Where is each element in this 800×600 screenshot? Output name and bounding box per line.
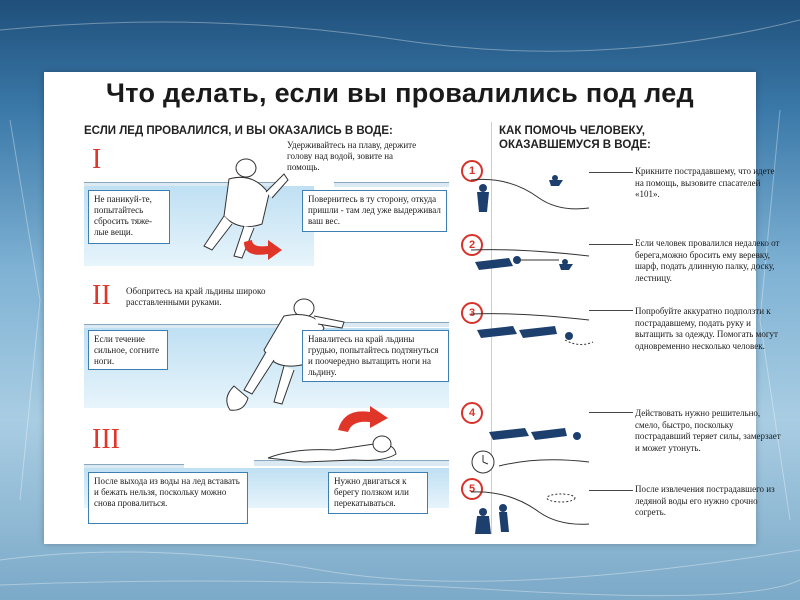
step-4-illustration	[469, 418, 594, 476]
step-connector	[589, 310, 633, 311]
step-number-4: 4	[461, 402, 483, 424]
step-number-2: 2	[461, 234, 483, 256]
step-connector	[589, 412, 633, 413]
step-connector	[589, 244, 633, 245]
step-1-illustration	[469, 168, 594, 218]
right-column-header: КАК ПОМОЧЬ ЧЕЛОВЕКУ, ОКАЗАВШЕМУСЯ В ВОДЕ:	[499, 125, 651, 151]
section-3-note-left: После выхода из воды на лед вставать и бежать нельзя, поскольку можно снова провалиться.	[88, 472, 248, 524]
poster-title: Что делать, если вы провалились под лед	[106, 78, 694, 108]
step-number-3: 3	[461, 302, 483, 324]
section-1-note-left: Не паникуй-те, попытайтесь сбросить тяже-лые вещи.	[88, 190, 170, 244]
turn-arrow-icon	[240, 234, 286, 264]
step-5-illustration	[469, 484, 594, 536]
step-connector	[589, 490, 633, 491]
step-2-illustration	[469, 244, 594, 294]
step-text-4: Действовать нужно решительно, смело, быстро, поскольку пострадавший теряет силы, замерзает и может утонуть.	[635, 408, 781, 453]
section-1-note-right: Повернитесь в ту сторону, откуда пришли - там лед уже выдерживал ваш вес.	[302, 190, 447, 232]
ice-edge	[334, 182, 449, 187]
section-2-note-right: Навалитесь на край льдины грудью, попытайтесь подтянуться и поочередно вытащить ноги на льдину.	[302, 330, 449, 382]
step-3-illustration	[469, 308, 594, 358]
step-text-2: Если человек провалился недалеко от берега,можно бросить ему веревку, шарф, подать длинную палку, доску, лестницу.	[635, 238, 780, 283]
step-connector	[589, 172, 633, 173]
step-number-1: 1	[461, 160, 483, 182]
step-text-3: Попробуйте аккуратно подползти к пострадавшему, подать руку и вытащить за одежду. Помогать могут одновременно несколько человек.	[635, 306, 778, 351]
section-numeral-2: II	[92, 280, 111, 311]
section-3-note-right: Нужно двигаться к берегу ползком или перекатываться.	[328, 472, 428, 514]
step-text-5: После извлечения пострадавшего из ледяной воды его нужно срочно согреть.	[635, 484, 775, 517]
section-2-note-left: Если течение сильное, согните ноги.	[88, 330, 168, 370]
section-numeral-1: I	[92, 144, 102, 175]
section-numeral-3: III	[92, 424, 120, 455]
step-number-5: 5	[461, 478, 483, 500]
section-1-note-top: Удерживайтесь на плаву, держите голову над водой, зовите на помощь.	[287, 140, 417, 172]
section-2-note-top: Обопритесь на край льдины широко расставленными руками.	[126, 286, 266, 307]
person-crawling-illustration	[264, 430, 404, 466]
left-column-header: ЕСЛИ ЛЕД ПРОВАЛИЛСЯ, И ВЫ ОКАЗАЛИСЬ В ВОДЕ:	[84, 125, 393, 137]
safety-poster	[44, 72, 781, 544]
step-text-1: Крикните пострадавшему, что идете на помощь, вызовите спасателей «101».	[635, 166, 775, 199]
